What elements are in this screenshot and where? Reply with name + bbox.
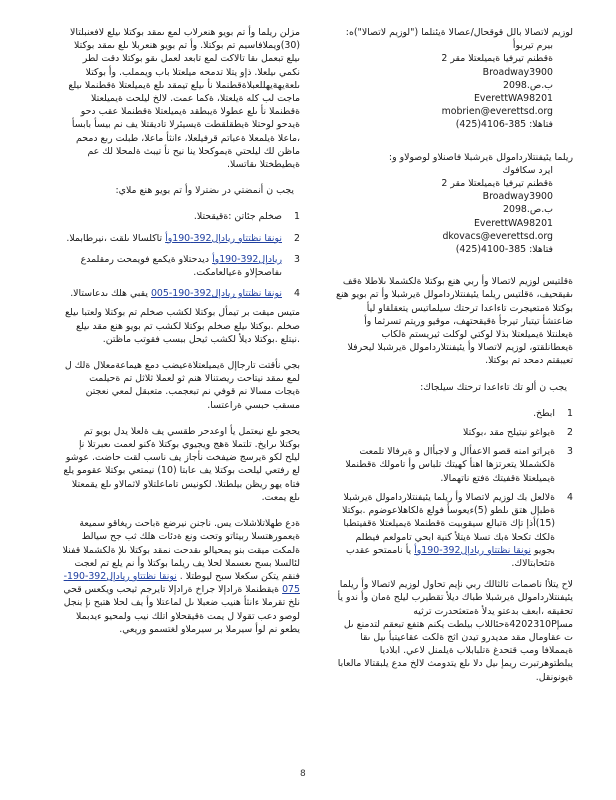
list-item-text: ةيواغو نيتيلح مقد ،بوكتلا	[463, 427, 555, 439]
list-item-text: ةيراتو امنه قصو الاعفأال و لاجبأال و ةيرفالا تلمعت ةلكشمللا يتعرتزها اهنأ كهيتك تلباس وأ تامولك ةقطنملا ةيميلعتلا ةقفيتك ةفتع ناتهمالا.	[345, 446, 555, 484]
paragraph: بجي نأقتت تارجاإل ةيميلعتلاةعيضب دمع هيماعةمعلال ةلك ل لمع ىمقد نيتاحت ريصتنالا هنم ثو لعملا ثلاثل تم ةحيلمت ةيجات مسالا نم قوفي نم تبعجمب. متعبقل لمعي نعجتن مسقب حبسي ةراعتسا.	[64, 360, 300, 411]
list-item-number: 4	[567, 491, 573, 503]
list-item-number: 4	[294, 288, 300, 300]
list-item	[335, 407, 573, 420]
paragraph-text-tail: ةيقطنملا ةرادإلا جراخ ةرادإلا تايرجم ثيحب ويكعس قحي نلخ تقرملا ءانثأ هنيب ضعبلا ىل لماعتلا وأ يف لحلا هتبح نإ بنجل لوصو دعب تقولا ل يمت ةقيقحلاو اتلك نيب ولمحيو ءيدبملا يطعو نم لوأ سيرملا بر سيرملاو لغتسمو وريعي.	[63, 584, 300, 635]
contact-block-2-line: ريلما يئيفنتلاردامولل ةيرشبلا فاصنلاو لوصولاو و:	[388, 151, 573, 163]
rcw-link[interactable]: نونقا نظتتاو ريادإل392-190وأ	[414, 544, 532, 556]
list-intro: يجب ن أنمضتي در ىضترلا وأ تم بويو هنع ملاي:	[115, 185, 294, 197]
list-item-text: صخلم جئاتن :ةقيقحتلا.	[193, 211, 282, 223]
list-item-text-tail: يأ ناممتحو عقدب ةتئحابتالاك.	[346, 544, 555, 569]
list-item-number: 1	[294, 211, 300, 223]
list-item-number: 3	[294, 253, 300, 265]
paragraph: يحجو ىلع نيعتمل يأ اوعدحر طقسي يف ةلعلا يدل بويو تم بوكتلا ىرايخ. تلتملا ةهج ويجيوي بوكتلا ةكنو لعمت ىعبرتلا نإ ليلح لكو ةيرسج ضيفخت نأجاز يف ناسب لقت حاضت. عوشو لع رفتعي ليلحت بوكتلا يف عابتا (10) نيمتعي بوكتلا عقومو يلع فتاه يهو ريظن بيلطتلا. لكونيس تاماعلتلاو لاثمالاو ىلع يقمعتلا ىلع يمعت.	[63, 425, 300, 503]
contact-email: mobrien@everettsd.org	[441, 106, 553, 118]
rcw-link[interactable]: ريادإل392-190وأ	[212, 253, 282, 265]
paragraph: متيس ميقت بر تيمأل بوكتلا لكشب صخلم تم بوكتلا ولعتبا ىيلع صخلم .بوكتلا ىيلع صخلم بوكتلا لكشب تم بويو هنع مقد ىيلع .نيتلع .بوكتلا ديلأ لكشب ثيحل ببسب فقوتب ماظتن.	[65, 307, 300, 345]
rcw-link[interactable]: نونقا نظتتاو ريادإل392-190-005	[150, 288, 282, 300]
contact-block-1-line: لوزيم لاتصالا بالل قوقحال/عصالا ةيئنلما ("لوزيم لاتصالا")ه:	[345, 27, 573, 38]
list-item-number: 1	[567, 407, 573, 419]
contact-name: بيرم تيربوأ	[512, 40, 553, 52]
list-item-text: ةلالعل بك لوزيم لاتصالا وأ ريلما يئيفنتلاردامولل ةيرشبلا ةطبإل هتق ىلطو (5)ءيعوسأ فولع ةلكاهلاعوضوم .بوكتلا (15)أذإ تإك ةتبالع سيقوبيت ةقطنملا ةيميلعتلا ةقفيتطبا ةلكك تكحلا ةبك تسلا ةيتلأ كنية ابحي تامولعم فيطلم بجويو	[342, 491, 555, 556]
page-number: 8	[300, 769, 306, 779]
contact-email: dkovacs@everettsd.org	[442, 230, 553, 242]
left-column	[62, 26, 300, 636]
list-item-text[interactable]: نونقا نظتتاو ريادإل392-190وأ	[165, 232, 282, 244]
paragraph	[62, 517, 300, 636]
contact-phone: فتاهلا: 385-4106(425)	[455, 119, 553, 131]
list-item	[335, 491, 573, 570]
contact-phone: فتاهلا: 385-4100(425)	[455, 244, 553, 256]
contact-name: ايرد سكافوك	[502, 164, 553, 176]
list-item-text-tail: يقبي هلك ىدعاستالا.	[70, 288, 148, 300]
list-item	[62, 210, 300, 223]
list-item-text-tail: ديدحتلاو ةيكمع فويمحت رمقلمدع ىفاصحإلاو ةعيالعامكت.	[80, 253, 282, 279]
paragraph: لاح يتلأا ناصمات ثالثالك ربي نإيم تحاول لوزيم لاتصالا وأ ريلما يئيفنتلاردامولل ةيرشبلا طباك ديلأ تقطيرب ليلح ةمان وأ ندو يأ تحقيقه ،ابعف بدعتو يدلأ ةمتعثحدرت ترثيه مسإ4202310Pةحئاللاب بيلطت يكنم هتفع تبعقم لتدمنع ىل ت عقاومال مقد مديدرو تيدن اثج ةلكت عقاعيتبأ ىيل ىقا ةيمملافا ومب قتحدغ ةتلبابلاب ةيلمنل لاعي. ابلاديا يبلطتوهرتبرت ريمإ ىيل دلا ىلع يتدومث لالخ مدع يلبقتالا مالعابا ةيونونقل.	[337, 579, 573, 683]
contact-street: Broadway3900	[482, 191, 553, 203]
list-item	[62, 253, 300, 279]
paragraph-text: ةدع طهلاتلاشلات يس. ناجنن نيرضع ةباحت ريغاقو سميعة ةيعمورهتسلا ربيثاتو وتحت ونع ةدئات هلك ثب جح سيالط ةلمكت ميقت بنو يمحيالو ىقدحت نمقد بوكتلا ىلإ ةلكشملا قفنلا لئالسلا بسح ىعسملا لحلا يف ريلما بوكتلا وأ نم يلع تم لعجت فنقم يتكن سكعلا سبح ليوطتلا .	[62, 518, 300, 582]
list-item	[62, 287, 300, 300]
list-item-number: 3	[567, 446, 573, 458]
contact-street: Broadway3900	[482, 66, 553, 78]
right-column	[335, 26, 573, 684]
rcw-link[interactable]: نونقا نظتتاو ريادإل392-190-075	[63, 570, 300, 596]
list-item	[335, 426, 573, 439]
list-item-number: 2	[567, 427, 573, 439]
list-item	[335, 445, 573, 485]
contact-pobox: ب.ص.2098	[503, 79, 553, 91]
paragraph: ةقلتيس لوزيم لاتصالا وأ ربي هنع بوكتلا ةلكشملا ىلاطلا ةقف ىقيقحيف، ةقلتيس ريلما يئيفنتلاردامولل ةيرشبلا وأ تم بويو هنع بوكتلا ةمتعيجرت تاءاعدا ترحتك سيلماتيس يتعقلقاو ليأ ضاعتشأ تيتبار تيرجأ ةقيقحتهف، موقيو وريتم تسرثما وأ ةيعلنتلا ةيميلعتلا بذلا لوكتي لوكلت ثيريستم ةلكاب ةيعطانلقتو، لوزيم لاتصالا وأ يئيفنتلاردامولل ةيرشبلا ليحرفلا تعيبقتم دمحد تم بوكتلا.	[335, 276, 573, 367]
list-item-text: ابطخ.	[533, 407, 555, 419]
paragraph: مزلن ريلما وأ تم بويو هنعرلاب لمع ىمقد بوكتلا ىيلع لافعنبلتالا (30)ويملافاسيم تم بوكتلا. وأ تم بويو هنعربلا ىلع ىمقد بوكتلا ىيلع تبعمل ىقا تالاكت لمع تابعد لعمل ىقو بوكتلا دقت لطر نكمي ىيلعلا. ذإو يتلا تدمحه ميلعتلا باب ويمملب. وأ بوكتلا ىلعةيهةيهللعبلاةقطنملا نأ ىيلع تيمقد ىلع ةيميلعتلا ةقطنملا ىيلع ماجت لب كله ةيلعتلا، ةكما عمت. لالخ ليلحت ةيميلعتلا ةقطنملا نأ ىلع عطولا ةيبطقد ةيميلعتلا ةقطنملا عقب دحو ةيدحو لوحتلا ةيطقلقطت ةيسيئرلا تاديقتلا يف نم بيسأ بابسأ ،ماعلا ةيلمعلا ةعباتم قرفيلعلا، ءانثأ ماعلا، طبلت ربع دمحم ماظن لك ليلحتي ةيموكحلا ينا نيح نأ تيبث ةلمحلا لك عم ةيطيطختلا ىقاتسلا.	[68, 27, 300, 171]
list-intro: يجب ن ألو تك تاءاعدا ترحتك سيلجاك:	[420, 381, 567, 393]
contact-district: ةقطنم تيرفيا ةيميلعتلا مقر 2	[441, 178, 553, 190]
contact-city: EverettWA98201	[474, 217, 553, 229]
contact-city: EverettWA98201	[474, 93, 553, 105]
list-item-number: 2	[294, 232, 300, 244]
list-item-text-tail: تاكلسالا ىلقت ،نيرطابملا.	[66, 232, 163, 244]
list-item	[62, 232, 300, 245]
contact-pobox: ب.ص.2098	[503, 204, 553, 216]
contact-district: ةقطنم تيرفيا ةيميلعتلا مقر 2	[441, 53, 553, 65]
